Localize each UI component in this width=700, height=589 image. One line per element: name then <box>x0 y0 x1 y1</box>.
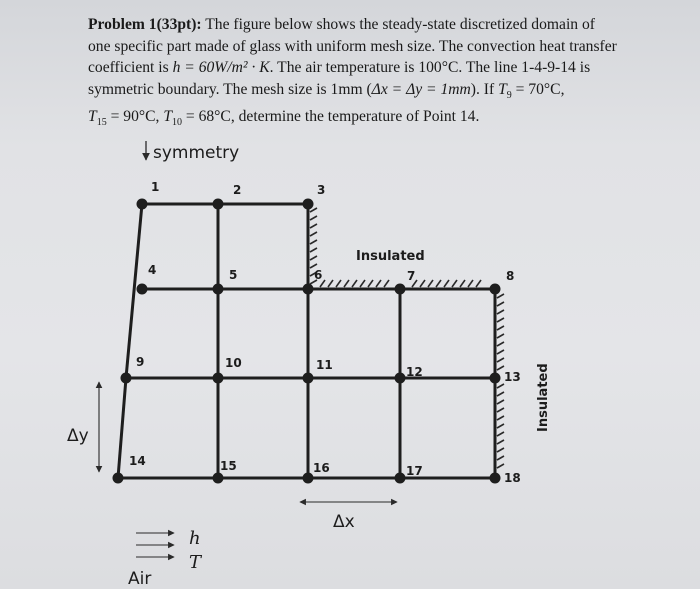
node-label-15: 15 <box>220 459 237 473</box>
t15-subscript: 15 <box>96 117 107 129</box>
node-14 <box>113 473 124 484</box>
dx-label: Δx <box>333 512 355 532</box>
convection-coefficient: h = 60W/m² · K <box>172 59 270 76</box>
mesh-grid <box>118 204 495 478</box>
problem-text-line-1: The figure below shows the steady-state discretized domain of <box>201 16 595 33</box>
problem-line-2: one specific part made of glass with uniform mesh size. The convection heat transfer <box>88 37 617 55</box>
node-12 <box>395 373 406 384</box>
node-8 <box>490 284 501 295</box>
dy-label: Δy <box>67 426 89 446</box>
node-17 <box>395 473 406 484</box>
node-label-17: 17 <box>406 464 423 478</box>
node-5 <box>213 284 224 295</box>
node-11 <box>303 373 314 384</box>
t-label: T <box>189 552 202 573</box>
node-label-9: 9 <box>136 355 145 369</box>
insulated-top-label: Insulated <box>356 249 425 264</box>
air-flow-arrows <box>136 533 174 557</box>
node-label-16: 16 <box>313 461 330 475</box>
node-label-13: 13 <box>504 370 521 384</box>
t10-symbol: T <box>163 108 172 126</box>
node-7 <box>395 284 406 295</box>
node-15 <box>213 473 224 484</box>
node-6 <box>303 284 314 295</box>
t15-value: = 90°C, <box>106 108 164 126</box>
insulated-side-label: Insulated <box>536 363 551 432</box>
grid-line <box>118 378 126 478</box>
node-label-8: 8 <box>506 269 515 283</box>
t10-value: = 68°C, determine the temperature of Point 14. <box>182 108 480 126</box>
node-4 <box>137 284 148 295</box>
t9-symbol: T <box>498 80 507 98</box>
air-label: Air <box>128 569 152 589</box>
h-label: h <box>189 528 201 549</box>
t9-subscript: 9 <box>506 89 512 101</box>
node-label-6: 6 <box>314 268 323 282</box>
mesh-size: Δx = Δy = 1mm <box>371 80 471 98</box>
node-label-14: 14 <box>129 454 146 468</box>
t10-subscript: 10 <box>172 117 182 129</box>
node-3 <box>303 199 314 210</box>
node-label-4: 4 <box>148 263 157 277</box>
node-label-2: 2 <box>233 183 242 197</box>
problem-label: Problem 1(33pt): <box>88 16 202 33</box>
problem-text-line-4a: symmetric boundary. The mesh size is 1mm ( <box>88 80 372 98</box>
node-18 <box>490 473 501 484</box>
node-label-12: 12 <box>406 365 423 379</box>
node-2 <box>213 199 224 210</box>
node-label-5: 5 <box>229 268 238 282</box>
problem-text-line-3b: . The air temperature is 100°C. The line 1-4-9-14 is <box>269 59 591 76</box>
node-label-3: 3 <box>317 183 326 197</box>
t15-symbol: T <box>88 108 97 126</box>
node-16 <box>303 473 314 484</box>
node-10 <box>213 373 224 384</box>
node-1 <box>137 199 148 210</box>
node-label-7: 7 <box>407 269 416 283</box>
node-label-11: 11 <box>316 358 333 372</box>
node-label-18: 18 <box>504 471 521 485</box>
node-13 <box>490 373 501 384</box>
node-label-1: 1 <box>151 180 160 194</box>
problem-text-line-4b: ). If <box>470 80 499 98</box>
symmetry-label: symmetry <box>153 143 240 163</box>
problem-text-line-3a: coefficient is <box>88 59 173 76</box>
node-9 <box>121 373 132 384</box>
node-label-10: 10 <box>225 356 242 370</box>
t9-value: = 70°C, <box>511 80 565 98</box>
